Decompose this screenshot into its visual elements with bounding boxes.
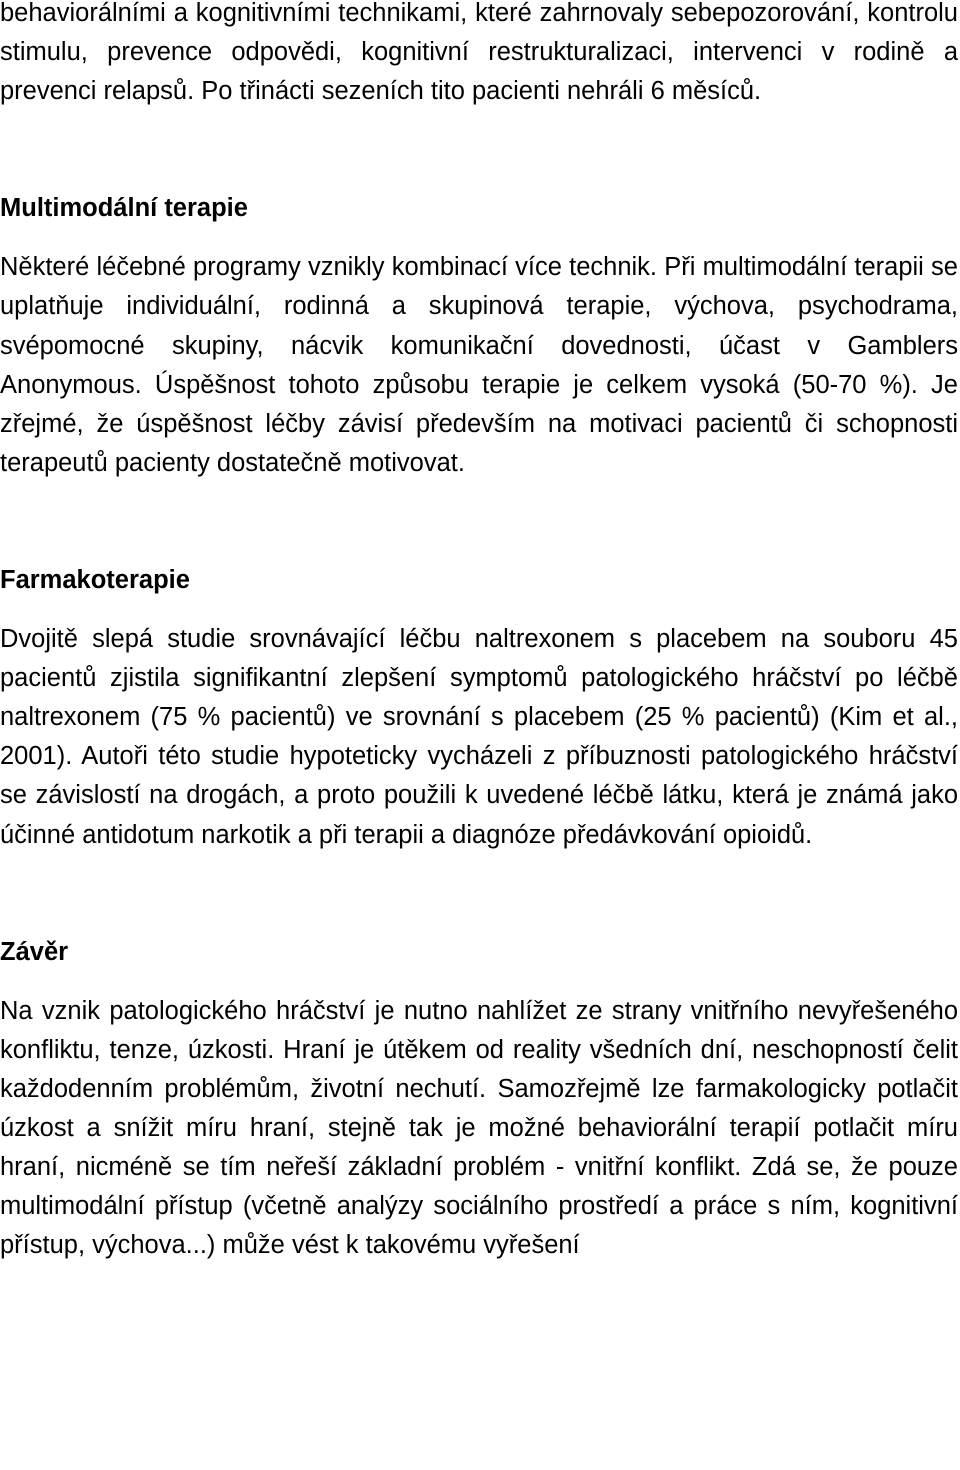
conclusion-paragraph: Na vznik patologického hráčství je nutno nahlížet ze strany vnitřního nevyřešeného konfliktu, tenze, úzkosti. Hraní je útěkem od reality všedních dní, neschopností čelit každodenním problémům, životní nechutí. Samozřejmě lze farmakologicky potlačit úzkost a snížit míru hraní, stejně tak je možné behaviorální terapií potlačit míru hraní, nicméně se tím neřeší základní problém - vnitřní konflikt. Zdá se, že pouze multimodální přístup (včetně analýzy sociálního prostředí a práce s ním, kognitivní přístup, výchova...) může vést k takovému vyřešení	[0, 996, 958, 1260]
heading-pharmacotherapy: Farmakoterapie	[0, 565, 190, 594]
intro-paragraph: behaviorálními a kognitivními technikami, které zahrnovaly sebepozorování, kontrolu stimulu, prevence odpovědi, kognitivní restrukturalizaci, intervenci v rodině a prevenci relapsů. Po třinácti sezeních tito pacienti nehráli 6 měsíců.	[0, 0, 958, 106]
heading-conclusion: Závěr	[0, 937, 69, 966]
multimodal-paragraph: Některé léčebné programy vznikly kombinací více technik. Při multimodální terapii se uplatňuje individuální, rodinná a skupinová terapie, výchova, psychodrama, svépomocné skupiny, nácvik komunikační dovednosti, účast v Gamblers Anonymous. Úspěšnost tohoto způsobu terapie je celkem vysoká (50-70 %). Je zřejmé, že úspěšnost léčby závisí především na motivaci pacientů či schopnosti terapeutů pacienty dostatečně motivovat.	[0, 253, 958, 477]
heading-multimodal-therapy: Multimodální terapie	[0, 194, 248, 223]
pharmacotherapy-paragraph: Dvojitě slepá studie srovnávající léčbu naltrexonem s placebem na souboru 45 pacientů zjistila signifikantní zlepšení symptomů patologického hráčství po léčbě naltrexonem (75 % pacientů) ve srovnání s placebem (25 % pacientů) (Kim et al., 2001). Autoři této studie hypoteticky vycházeli z příbuznosti patologického hráčství se závislostí na drogách, a proto použili k uvedené léčbě látku, která je známá jako účinné antidotum narkotik a při terapii a diagnóze předávkování opioidů.	[0, 625, 958, 849]
